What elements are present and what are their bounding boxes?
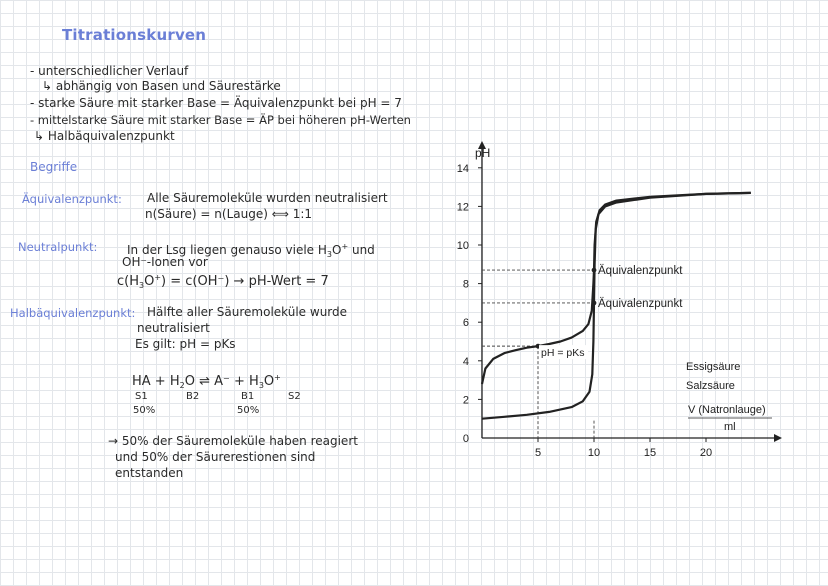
legend-salzsaeure: Salzsäure [686, 380, 735, 392]
y-tick-label: 2 [462, 394, 469, 407]
bullet-4: - mittelstarke Säure mit starker Base = ÄP bei höheren pH-Werten [30, 113, 411, 127]
halb-line-2: neutralisiert [137, 321, 210, 335]
equivalence-point-marker [592, 268, 597, 273]
bullet-1: - unterschiedlicher Verlauf [30, 64, 189, 78]
x-tick-label: 10 [587, 447, 601, 459]
y-tick-label: 14 [456, 162, 469, 175]
bullet-3: - starke Säure mit starker Base = Äquivalenzpunkt bei pH = 7 [30, 96, 402, 110]
equivalence-point-marker [592, 301, 597, 306]
term-aequivalenzpunkt: Äquivalenzpunkt: [22, 192, 122, 206]
reaction-equation: HA + $H_2O$ ⇌ $A^- + H_3O^+$ [132, 373, 281, 390]
halb-line-1: Hälfte aller Säuremoleküle wurde [147, 305, 348, 319]
section-heading: Begriffe [30, 160, 78, 174]
notes-title: Titrationskurven [62, 26, 207, 44]
y-tick-label: 12 [456, 201, 469, 214]
neutral-line-1: In der Lsg liegen genauso viele $H_3O^+$ und [127, 242, 375, 259]
annotation-aequivalenzpunkt: Äquivalenzpunkt [598, 265, 683, 278]
x-axis-unit: ml [724, 421, 736, 433]
x-tick-label: 5 [534, 447, 542, 459]
label-s2: S2 [288, 391, 301, 402]
curve-essigsaeure [482, 193, 751, 384]
label-b1: B1 [241, 391, 255, 402]
percent-1: 50% [133, 405, 156, 416]
y-axis-label: pH [475, 146, 491, 160]
label-s1: S1 [135, 391, 148, 402]
conclusion-line-3: entstanden [115, 466, 184, 480]
y-tick-label: 10 [456, 240, 469, 252]
term-halbaequivalenzpunkt: Halbäquivalenzpunkt: [10, 306, 136, 320]
x-axis-label: V (Natronlauge) [688, 404, 766, 416]
label-b2: B2 [186, 391, 200, 402]
conclusion-line-2: und 50% der Säurerestionen sind [115, 450, 316, 464]
y-tick-label: 8 [462, 278, 469, 291]
bullet-2: ↳ abhängig von Basen und Säurestärke [42, 79, 281, 93]
neutral-line-2: OH⁻-Ionen vor [122, 255, 208, 269]
term-neutralpunkt: Neutralpunkt: [18, 240, 98, 254]
percent-2: 50% [237, 405, 260, 416]
annotation-aequivalenzpunkt: Äquivalenzpunkt [598, 297, 683, 310]
y-tick-label: 0 [462, 433, 469, 445]
aequivalenz-line-2: n(Säure) = n(Lauge) ⟺ 1:1 [145, 207, 313, 221]
aequivalenz-line-1: Alle Säuremoleküle wurden neutralisiert [147, 191, 388, 205]
neutral-line-3: $c(H_3O^+) = c(OH^-)$ → pH-Wert = 7 [117, 273, 329, 290]
y-tick-label: 4 [462, 355, 469, 368]
bullet-5: ↳ Halbäquivalenzpunkt [34, 129, 175, 143]
conclusion-line-1: → 50% der Säuremoleküle haben reagiert [108, 434, 358, 448]
x-axis-arrow [774, 434, 782, 442]
annotation-pks: pH = pKs [541, 347, 585, 360]
x-tick-label: 15 [643, 447, 657, 459]
legend-essigsaeure: Essigsäure [686, 361, 741, 373]
halb-line-3: Es gilt: pH = pKs [135, 337, 236, 351]
y-tick-label: 6 [462, 317, 469, 330]
x-tick-label: 20 [699, 447, 713, 459]
